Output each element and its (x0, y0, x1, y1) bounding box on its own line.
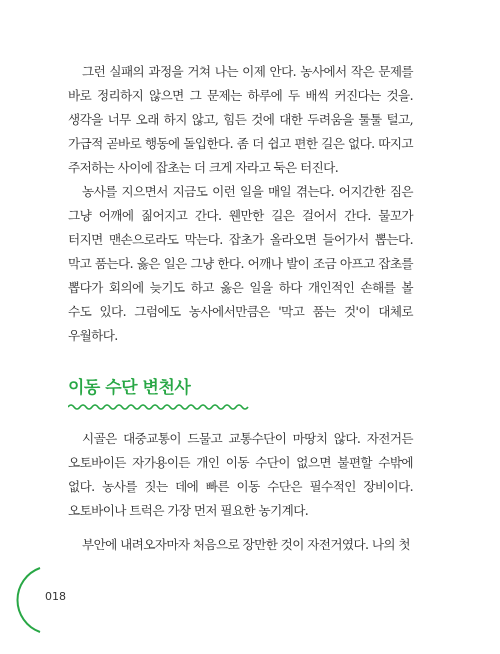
body-paragraph: 그런 실패의 과정을 거쳐 나는 이제 안다. 농사에서 작은 문제를 바로 정리하지 않으면 그 문제는 하루에 두 배씩 커진다는 것을. 생각을 너무 오래 하지 않고, 힘든 것에 대한 두려움을 툴툴 털고, 가급적 곧바로 행동에 돌입한다. 좀 더 쉽고 편한 길은 없다. 따지고 주저하는 사이에 잡초는 더 크게 자라고 둑은 터진다. (68, 64, 413, 175)
body-paragraph: 농사를 지으면서 지금도 이런 일을 매일 겪는다. 어지간한 짐은 그냥 어깨에 짊어지고 간다. 웬만한 길은 걸어서 간다. 물꼬가 터지면 맨손으로라도 막는다. 잡초가 올라오면 들어가서 뽑는다. 막고 품는다. 옳은 일은 그냥 한다. 어깨나 발이 조금 아프고 잡초를 뽑다가 회의에 늦기도 하고 옳은 일을 하다 개인적인 손해를 볼 수도 있다. 그럼에도 농사에서만큼은 '막고 품는 것'이 대체로 우월하다. (68, 184, 413, 343)
body-paragraph: 부안에 내려오자마자 처음으로 장만한 것이 자전거였다. 나의 첫 (82, 537, 410, 552)
wavy-underline (68, 402, 250, 412)
page-number: 018 (45, 590, 66, 603)
section-title: 이동 수단 변천사 (68, 378, 191, 398)
section-heading (68, 377, 190, 399)
body-paragraph: 시골은 대중교통이 드물고 교통수단이 마땅치 않다. 자전거든 오토바이든 자가용이든 개인 이동 수단이 없으면 불편할 수밖에 없다. 농사를 짓는 데에 빠른 이동 수단은 필수적인 장비이다. 오토바이나 트럭은 가장 먼저 필요한 농기계다. (68, 431, 413, 518)
